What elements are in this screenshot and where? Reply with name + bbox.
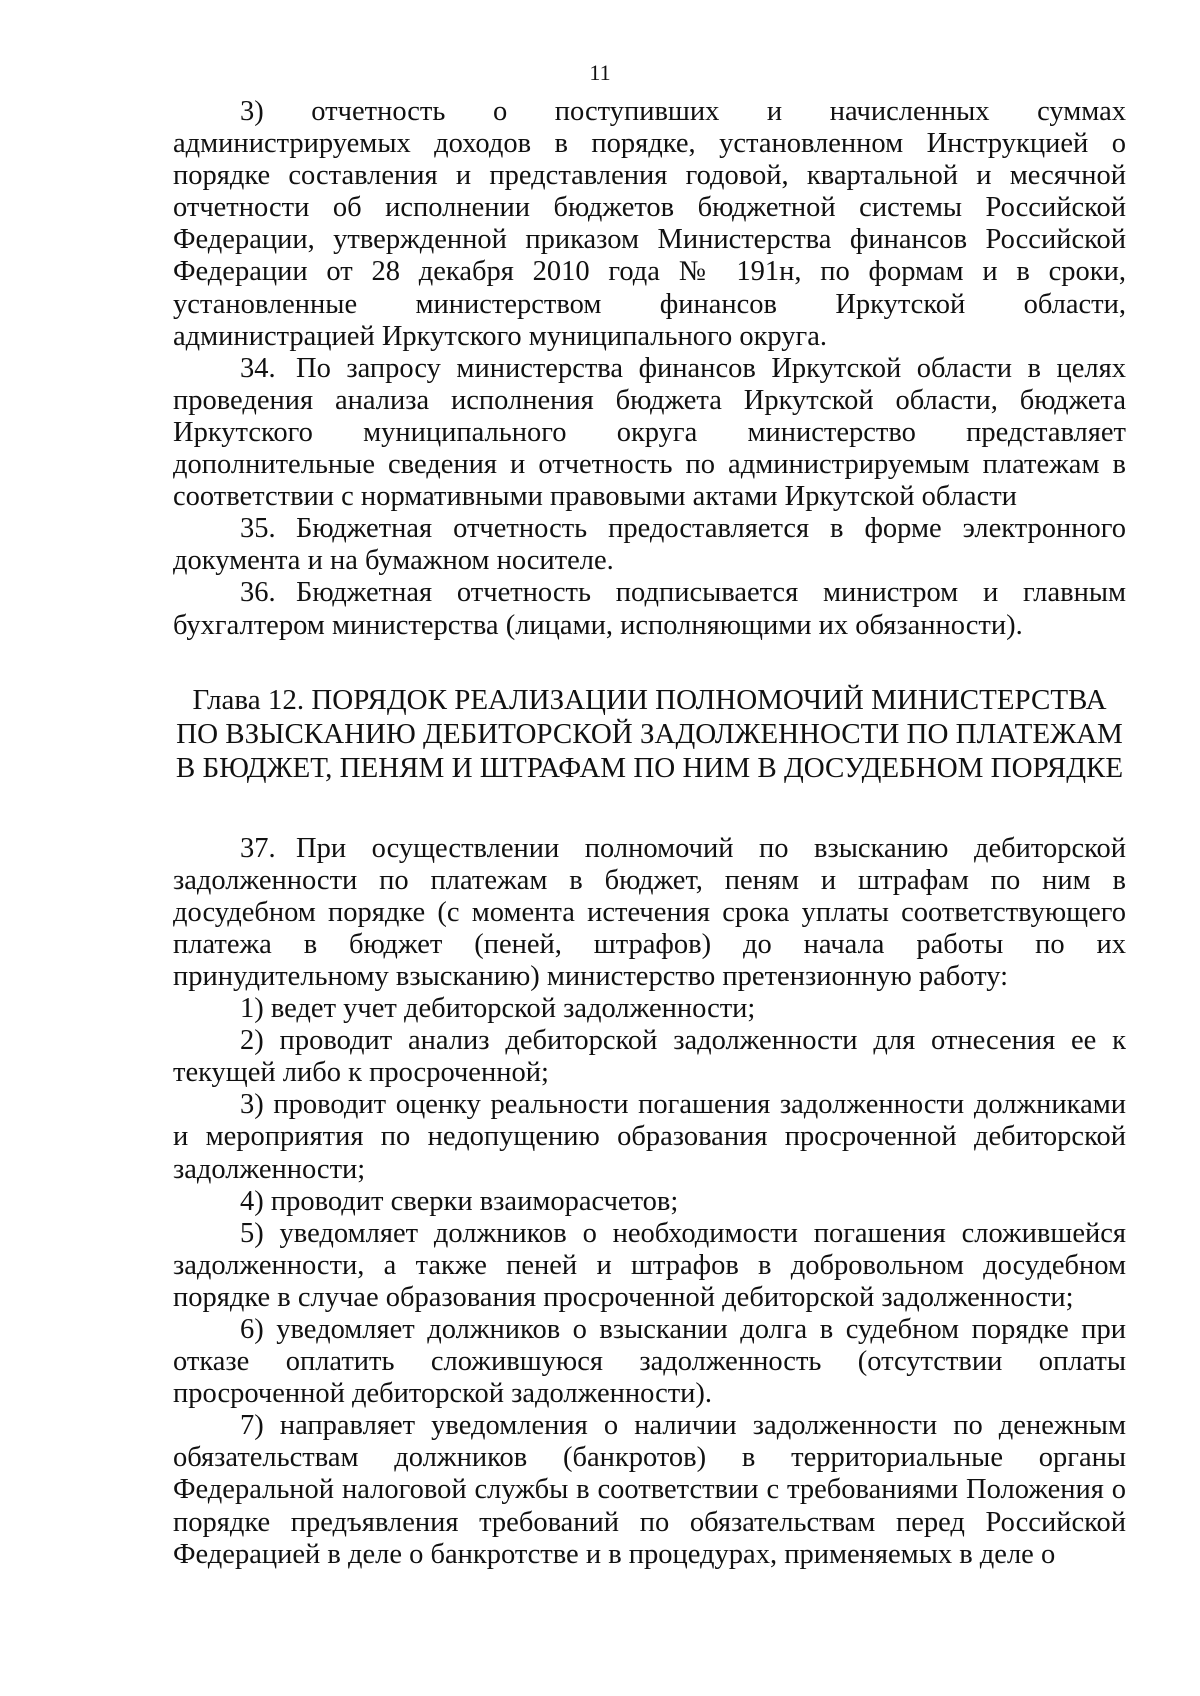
paragraph-text: 3) отчетность о поступивших и начисленных суммах администрируемых доходов в порядке, установленном Инструкцией о порядке составления и представления годовой, квартальной и месячной отчетности об исполнении бюджетов бюджетной системы Российской Федерации, утвержденной приказом Министерства финансов Российской Федерации от 28 декабря 2010 года № 191н, по формам и в сроки, установленные министерством финансов Иркутской области, администрацией Иркутского муниципального округа. — [173, 96, 1126, 352]
paragraph-item-3-reporting — [173, 96, 1126, 353]
heading-line: Глава 12. ПОРЯДОК РЕАЛИЗАЦИИ ПОЛНОМОЧИЙ МИНИСТЕРСТВА — [192, 683, 1107, 716]
heading-line: В БЮДЖЕТ, ПЕНЯМ И ШТРАФАМ ПО НИМ В ДОСУДЕБНОМ ПОРЯДКЕ — [175, 751, 1124, 784]
chapter-12-heading — [173, 683, 1126, 785]
page-number: 11 — [589, 60, 611, 85]
paragraph-36 — [173, 577, 1126, 641]
paragraph-text: По запросу министерства финансов Иркутской области в целях проведения анализа исполнения бюджета Иркутской области, бюджета Иркутского муниципального округа министерство представляет дополнительные сведения и отчетность по администрируемым платежам в соответствии с нормативными правовыми актами Иркутской области — [173, 352, 1126, 513]
list-item: 2) проводит анализ дебиторской задолженности для отнесения ее к текущей либо к просроченной; — [173, 1025, 1126, 1089]
paragraph-text: Бюджетная отчетность предоставляется в форме электронного документа и на бумажном носителе. — [173, 513, 1126, 577]
paragraph-37 — [173, 833, 1126, 993]
list-item: 1) ведет учет дебиторской задолженности; — [240, 993, 756, 1025]
list-item: 7) направляет уведомления о наличии задолженности по денежным обязательствам должников (банкротов) в территориальные органы Федеральной налоговой службы в соответствии с требованиями Положения о порядке предъявления требований по обязательствам перед Российской Федерацией в деле о банкротстве и в процедурах, применяемых в деле о — [173, 1410, 1126, 1570]
paragraph-35 — [173, 513, 1126, 577]
list-item: 6) уведомляет должников о взыскании долга в судебном порядке при отказе оплатить сложившуюся задолженность (отсутствии оплаты просроченной дебиторской задолженности). — [173, 1314, 1126, 1410]
paragraph-number: 36. — [240, 577, 276, 609]
paragraph-text: При осуществлении полномочий по взысканию дебиторской задолженности по платежам в бюджет, пеням и штрафам по ним в досудебном порядке (с момента истечения срока уплаты соответствующего платежа в бюджет (пеней, штрафов) до начала работы по их принудительному взысканию) министерство претензионную работу: — [173, 832, 1126, 992]
paragraph-number: 34. — [240, 352, 276, 384]
paragraph-text: Бюджетная отчетность подписывается министром и главным бухгалтером министерства (лицами, исполняющими их обязанности). — [173, 577, 1126, 641]
paragraph-34 — [173, 353, 1126, 513]
list-item: 3) проводит оценку реальности погашения задолженности должниками и мероприятия по недопущению образования просроченной дебиторской задолженности; — [173, 1089, 1126, 1185]
paragraph-number: 35. — [240, 513, 276, 545]
list-item: 4) проводит сверки взаиморасчетов; — [240, 1185, 679, 1217]
document-body — [173, 96, 1126, 1571]
heading-line: ПО ВЗЫСКАНИЮ ДЕБИТОРСКОЙ ЗАДОЛЖЕННОСТИ ПО ПЛАТЕЖАМ — [176, 717, 1123, 750]
list-item: 5) уведомляет должников о необходимости погашения сложившейся задолженности, а также пеней и штрафов в добровольном досудебном порядке в случае образования просроченной дебиторской задолженности; — [173, 1217, 1126, 1313]
paragraph-number: 37. — [240, 832, 276, 864]
